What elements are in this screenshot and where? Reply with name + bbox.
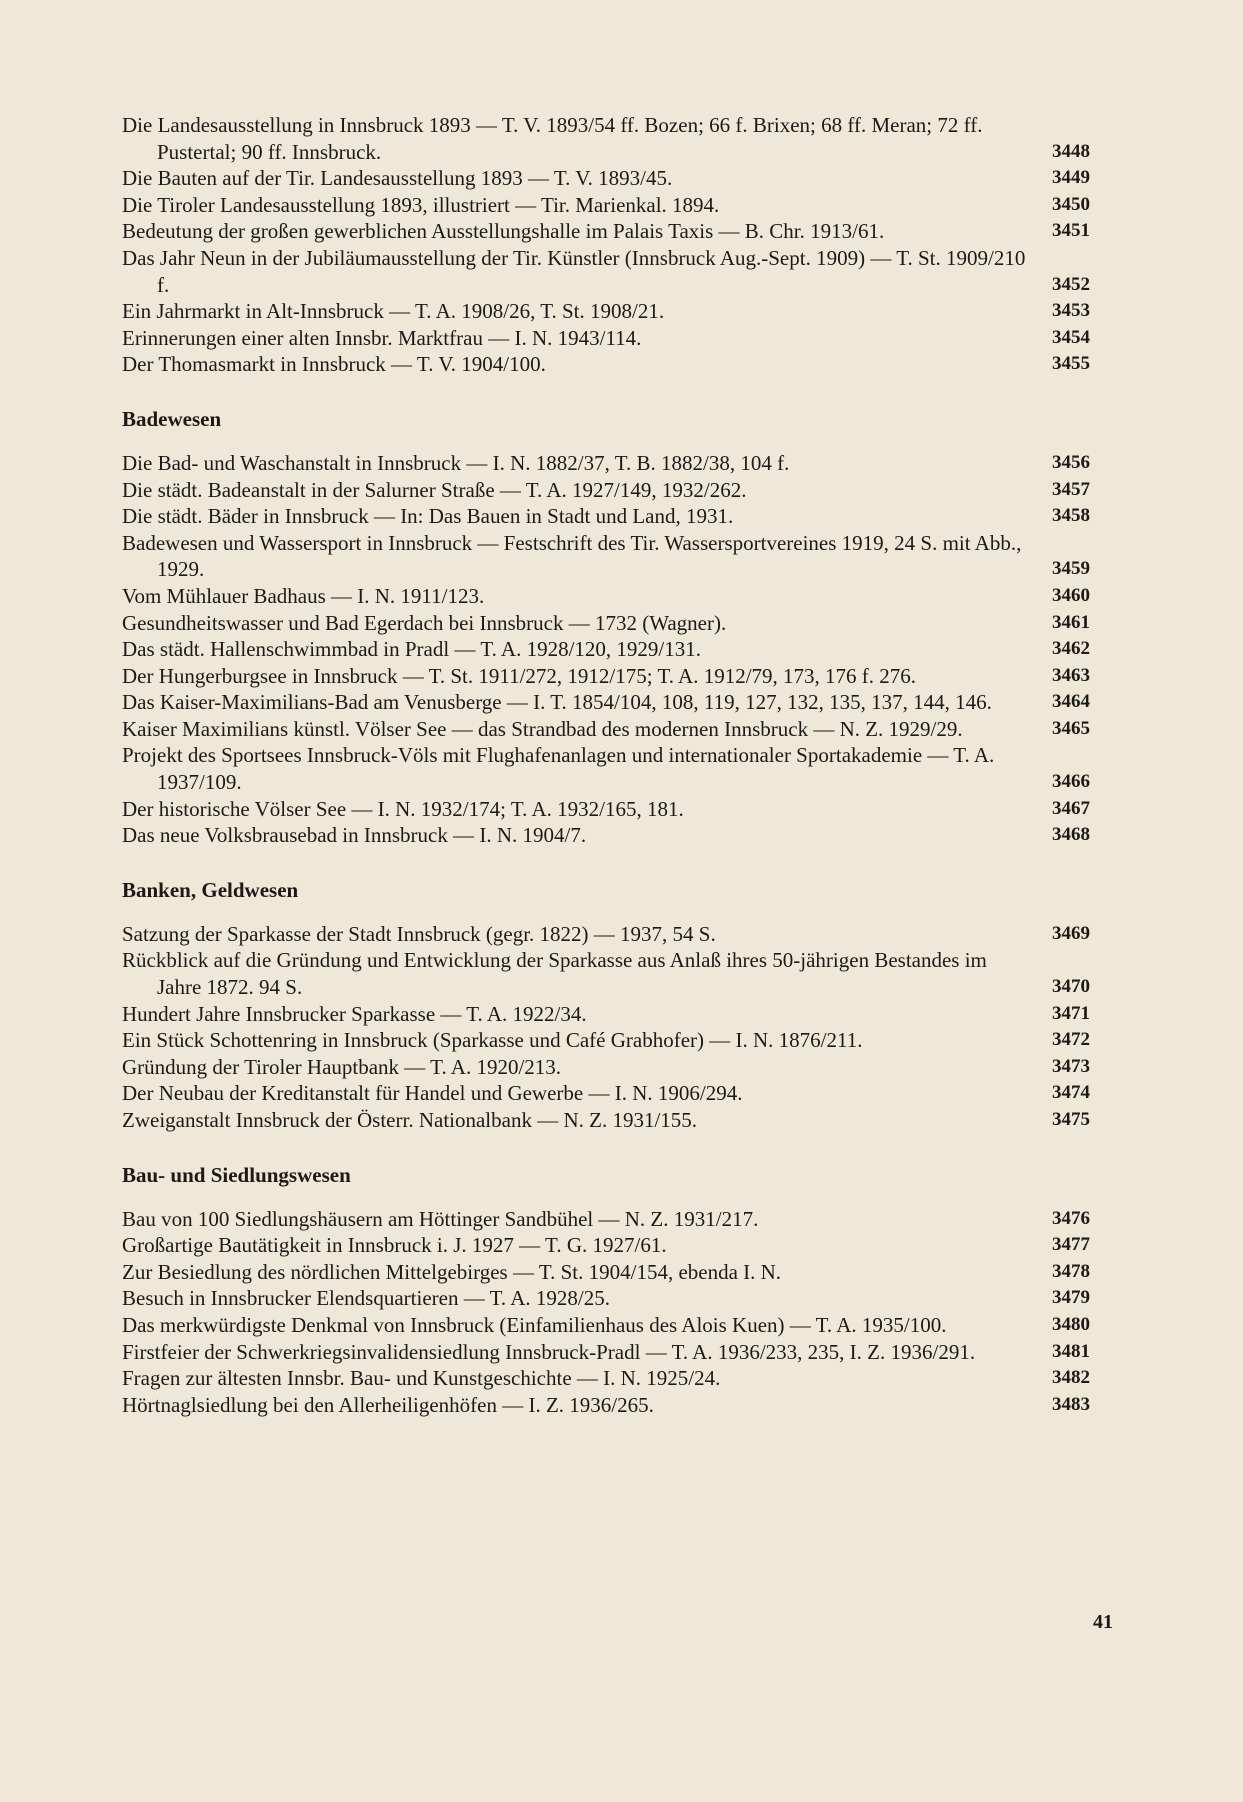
bibliography-entry <box>122 351 1090 378</box>
entry-text: Gesundheitswasser und Bad Egerdach bei Innsbruck — 1732 (Wagner). <box>122 610 727 635</box>
bibliography-entry <box>122 1365 1090 1392</box>
entry-number: 3473 <box>1052 1055 1090 1077</box>
entry-text: Hundert Jahre Innsbrucker Sparkasse — T. A. 1922/34. <box>122 1001 587 1026</box>
bibliography-entry <box>122 245 1090 298</box>
entry-text: Rückblick auf die Gründung und Entwicklung der Sparkasse aus Anlaß ihres 50-jährigen Bestandes im Jahre 1872. 94 S. <box>122 948 987 1000</box>
entry-text: Der Neubau der Kreditanstalt für Handel und Gewerbe — I. N. 1906/294. <box>122 1081 743 1106</box>
entry-number: 3450 <box>1052 193 1090 215</box>
entry-number: 3467 <box>1052 797 1090 819</box>
entry-number: 3465 <box>1052 717 1090 739</box>
entry-text: Gründung der Tiroler Hauptbank — T. A. 1920/213. <box>122 1054 562 1079</box>
entry-number: 3470 <box>1052 976 1090 998</box>
entry-number: 3483 <box>1052 1393 1090 1415</box>
entry-number: 3479 <box>1052 1287 1090 1309</box>
entry-text: Zweiganstalt Innsbruck der Österr. Nationalbank — N. Z. 1931/155. <box>122 1108 698 1132</box>
entry-text: Bedeutung der großen gewerblichen Ausstellungshalle im Palais Taxis — B. Chr. 1913/61. <box>122 219 885 244</box>
bibliography-entry <box>122 503 1090 530</box>
entry-text: Erinnerungen einer alten Innsbr. Marktfrau — I. N. 1943/114. <box>122 325 642 350</box>
entry-text: Bau von 100 Siedlungshäusern am Höttinger Sandbühel — N. Z. 1931/217. <box>122 1206 759 1231</box>
entry-number: 3482 <box>1052 1367 1090 1389</box>
entry-text: Badewesen und Wassersport in Innsbruck — Festschrift des Tir. Wassersportvereines 1919, 24 S. mit Abb., 1929. <box>122 530 1022 582</box>
bibliography-entry <box>122 112 1090 165</box>
bibliography-entry <box>122 477 1090 504</box>
entry-number: 3472 <box>1052 1029 1090 1051</box>
entry-text: Großartige Bautätigkeit in Innsbruck i. J. 1927 — T. G. 1927/61. <box>122 1233 667 1258</box>
entry-number: 3478 <box>1052 1260 1090 1282</box>
bibliography-entry <box>122 1080 1090 1107</box>
entry-text: Das neue Volksbrausebad in Innsbruck — I. N. 1904/7. <box>122 823 587 848</box>
bibliography-entry <box>122 822 1090 849</box>
entry-number: 3475 <box>1052 1109 1090 1130</box>
entry-number: 3480 <box>1052 1313 1090 1335</box>
bibliography-entry <box>122 663 1090 690</box>
entry-number: 3454 <box>1052 326 1090 348</box>
entry-text: Die Bad- und Waschanstalt in Innsbruck — I. N. 1882/37, T. B. 1882/38, 104 f. <box>122 450 790 475</box>
entry-text: Das städt. Hallenschwimmbad in Pradl — T. A. 1928/120, 1929/131. <box>122 637 702 662</box>
entry-text: Die Landesausstellung in Innsbruck 1893 — T. V. 1893/54 ff. Bozen; 66 f. Brixen; 68 ff. Meran; 72 ff. Pustertal; 90 ff. Innsbruck. <box>122 113 983 164</box>
entry-text: Die städt. Badeanstalt in der Salurner Straße — T. A. 1927/149, 1932/262. <box>122 477 747 502</box>
entry-number: 3449 <box>1052 167 1090 189</box>
entry-number: 3462 <box>1052 638 1090 660</box>
entry-number: 3464 <box>1052 691 1090 713</box>
bibliography-entry <box>122 1259 1090 1286</box>
section-heading: Badewesen <box>122 406 222 431</box>
bibliography-entry <box>122 298 1090 325</box>
entry-number: 3455 <box>1052 353 1090 375</box>
entry-number: 3453 <box>1052 300 1090 322</box>
entry-text: Ein Jahrmarkt in Alt-Innsbruck — T. A. 1908/26, T. St. 1908/21. <box>122 299 665 324</box>
entry-text: Die Bauten auf der Tir. Landesausstellung 1893 — T. V. 1893/45. <box>122 166 673 191</box>
entry-number: 3461 <box>1052 611 1090 633</box>
bibliography-entry <box>122 1392 1090 1419</box>
entry-text: Fragen zur ältesten Innsbr. Bau- und Kunstgeschichte — I. N. 1925/24. <box>122 1366 721 1391</box>
entry-text: Zur Besiedlung des nördlichen Mittelgebirges — T. St. 1904/154, ebenda I. N. <box>122 1259 782 1284</box>
entry-text: Die Tiroler Landesausstellung 1893, illustriert — Tir. Marienkal. 1894. <box>122 192 720 217</box>
entry-text: Das Kaiser-Maximilians-Bad am Venusberge — I. T. 1854/104, 108, 119, 127, 132, 135, 137, 144, 146. <box>122 690 992 715</box>
entry-text: Der historische Völser See — I. N. 1932/174; T. A. 1932/165, 181. <box>122 796 684 821</box>
entry-text: Hörtnaglsiedlung bei den Allerheiligenhöfen — I. Z. 1936/265. <box>122 1392 654 1417</box>
bibliography-entry <box>122 1285 1090 1312</box>
bibliography-entry <box>122 947 1090 1000</box>
section-heading: Bau- und Siedlungswesen <box>122 1162 351 1187</box>
bibliography-entry <box>122 1339 1090 1366</box>
bibliography-entry <box>122 1312 1090 1339</box>
section-heading: Banken, Geldwesen <box>122 877 299 902</box>
bibliography-list <box>122 112 1090 1418</box>
entry-text: Der Hungerburgsee in Innsbruck — T. St. 1911/272, 1912/175; T. A. 1912/79, 173, 176 f. 276. <box>122 663 917 688</box>
entry-number: 3466 <box>1052 771 1090 793</box>
entry-text: Ein Stück Schottenring in Innsbruck (Sparkasse und Café Grabhofer) — I. N. 1876/211. <box>122 1028 863 1053</box>
entry-number: 3452 <box>1052 273 1090 295</box>
entry-number: 3468 <box>1052 824 1090 846</box>
entry-number: 3477 <box>1052 1234 1090 1256</box>
entry-text: Kaiser Maximilians künstl. Völser See — das Strandbad des modernen Innsbruck — N. Z. 1929/29. <box>122 716 963 741</box>
entry-number: 3474 <box>1052 1082 1090 1104</box>
entry-number: 3476 <box>1052 1207 1090 1229</box>
entry-text: Die städt. Bäder in Innsbruck — In: Das Bauen in Stadt und Land, 1931. <box>122 504 734 529</box>
bibliography-entry <box>122 1054 1090 1081</box>
bibliography-entry <box>122 1232 1090 1259</box>
bibliography-entry <box>122 1001 1090 1028</box>
entry-text: Firstfeier der Schwerkriegsinvalidensiedlung Innsbruck-Pradl — T. A. 1936/233, 235, I. Z. 1936/291. <box>122 1339 976 1364</box>
bibliography-entry <box>122 165 1090 192</box>
entry-number: 3463 <box>1052 664 1090 686</box>
bibliography-entry <box>122 636 1090 663</box>
entry-text: Vom Mühlauer Badhaus — I. N. 1911/123. <box>122 583 485 608</box>
page-number: 41 <box>1093 1611 1113 1633</box>
bibliography-entry <box>122 716 1090 743</box>
entry-text: Projekt des Sportsees Innsbruck-Völs mit Flughafenanlagen und internationaler Sportakademie — T. A. 1937/109. <box>122 743 995 795</box>
entry-number: 3451 <box>1052 220 1090 242</box>
entry-number: 3481 <box>1052 1340 1090 1362</box>
entry-number: 3460 <box>1052 584 1090 606</box>
entry-number: 3459 <box>1052 558 1090 580</box>
bibliography-entry <box>122 450 1090 477</box>
entry-number: 3457 <box>1052 478 1090 500</box>
bibliography-entry <box>122 583 1090 610</box>
entry-text: Das merkwürdigste Denkmal von Innsbruck (Einfamilienhaus des Alois Kuen) — T. A. 1935/100. <box>122 1312 947 1337</box>
bibliography-entry <box>122 325 1090 352</box>
entry-number: 3458 <box>1052 505 1090 527</box>
entry-text: Das Jahr Neun in der Jubiläumausstellung der Tir. Künstler (Innsbruck Aug.-Sept. 1909) — T. St. 1909/210 f. <box>122 245 1026 297</box>
entry-text: Satzung der Sparkasse der Stadt Innsbruck (gegr. 1822) — 1937, 54 S. <box>122 921 716 946</box>
entry-text: Besuch in Innsbrucker Elendsquartieren — T. A. 1928/25. <box>122 1286 610 1311</box>
bibliography-entry <box>122 218 1090 245</box>
entry-number: 3471 <box>1052 1002 1090 1024</box>
entry-number: 3448 <box>1052 140 1090 162</box>
bibliography-entry <box>122 1107 1090 1134</box>
bibliography-entry <box>122 921 1090 948</box>
bibliography-entry <box>122 192 1090 219</box>
entry-text: Der Thomasmarkt in Innsbruck — T. V. 1904/100. <box>122 352 546 377</box>
bibliography-entry <box>122 1027 1090 1054</box>
bibliography-entry <box>122 530 1090 583</box>
entry-number: 3456 <box>1052 451 1090 473</box>
bibliography-entry <box>122 796 1090 823</box>
entry-number: 3469 <box>1052 922 1090 944</box>
bibliography-entry <box>122 610 1090 637</box>
bibliography-entry <box>122 689 1090 716</box>
bibliography-entry <box>122 742 1090 795</box>
bibliography-entry <box>122 1206 1090 1233</box>
